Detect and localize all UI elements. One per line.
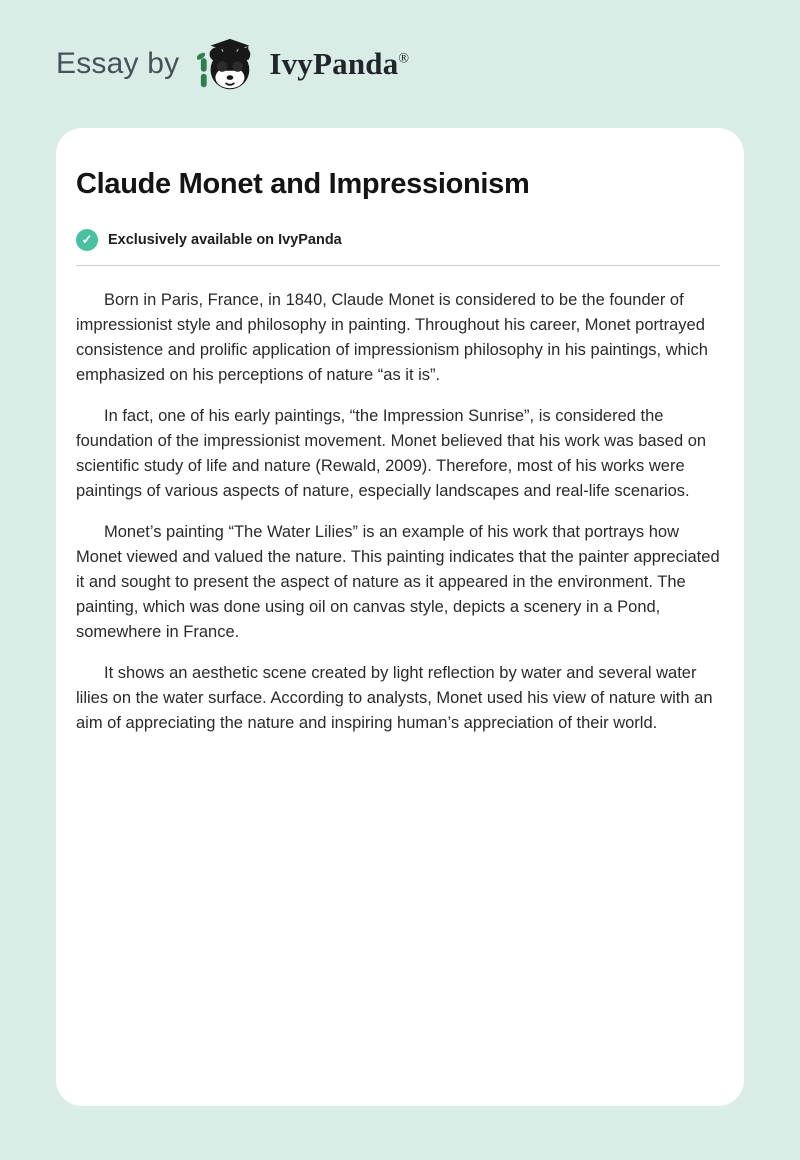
essay-paragraph: Born in Paris, France, in 1840, Claude Monet is considered to be the founder of impressionist style and philosophy in painting. Throughout his career, Monet portrayed consistence and prolific application of impressionism philosophy in his paintings, which emphasized on his perceptions of nature “as it is”.: [76, 291, 708, 384]
essay-paragraph: Monet’s painting “The Water Lilies” is an example of his work that portrays how Monet viewed and valued the nature. This painting indicates that the painter appreciated it and sought to present the aspect of nature as it appeared in the environment. The painting, which was done using oil on canvas style, depicts a scenery in a Pond, somewhere in France.: [76, 523, 720, 641]
site-header: [0, 0, 800, 128]
brand-name: IvyPanda®: [269, 46, 410, 81]
checkmark-icon: ✓: [76, 229, 98, 251]
availability-badge: [76, 229, 720, 251]
ivypanda-logo-link[interactable]: [197, 33, 409, 95]
page-title: Claude Monet and Impressionism: [76, 168, 530, 200]
ivypanda-panda-logo-icon: [197, 33, 259, 95]
registered-mark: ®: [398, 51, 410, 67]
essay-body: [76, 288, 720, 736]
divider: [76, 265, 720, 266]
essay-paragraph: In fact, one of his early paintings, “the Impression Sunrise”, is considered the foundation of the impressionist movement. Monet believed that his work was based on scientific study of life and nature (Rewald, 2009). Therefore, most of his works were paintings of various aspects of nature, especially landscapes and real-life scenarios.: [76, 407, 707, 500]
essay-paragraph: It shows an aesthetic scene created by light reflection by water and several water lilies on the water surface. According to analysts, Monet used his view of nature with an aim of appreciating the nature and inspiring human’s appreciation of their world.: [76, 664, 713, 732]
availability-badge-label: Exclusively available on IvyPanda: [108, 232, 342, 248]
essay-by-label: Essay by: [56, 47, 180, 80]
essay-card: [56, 128, 744, 1106]
